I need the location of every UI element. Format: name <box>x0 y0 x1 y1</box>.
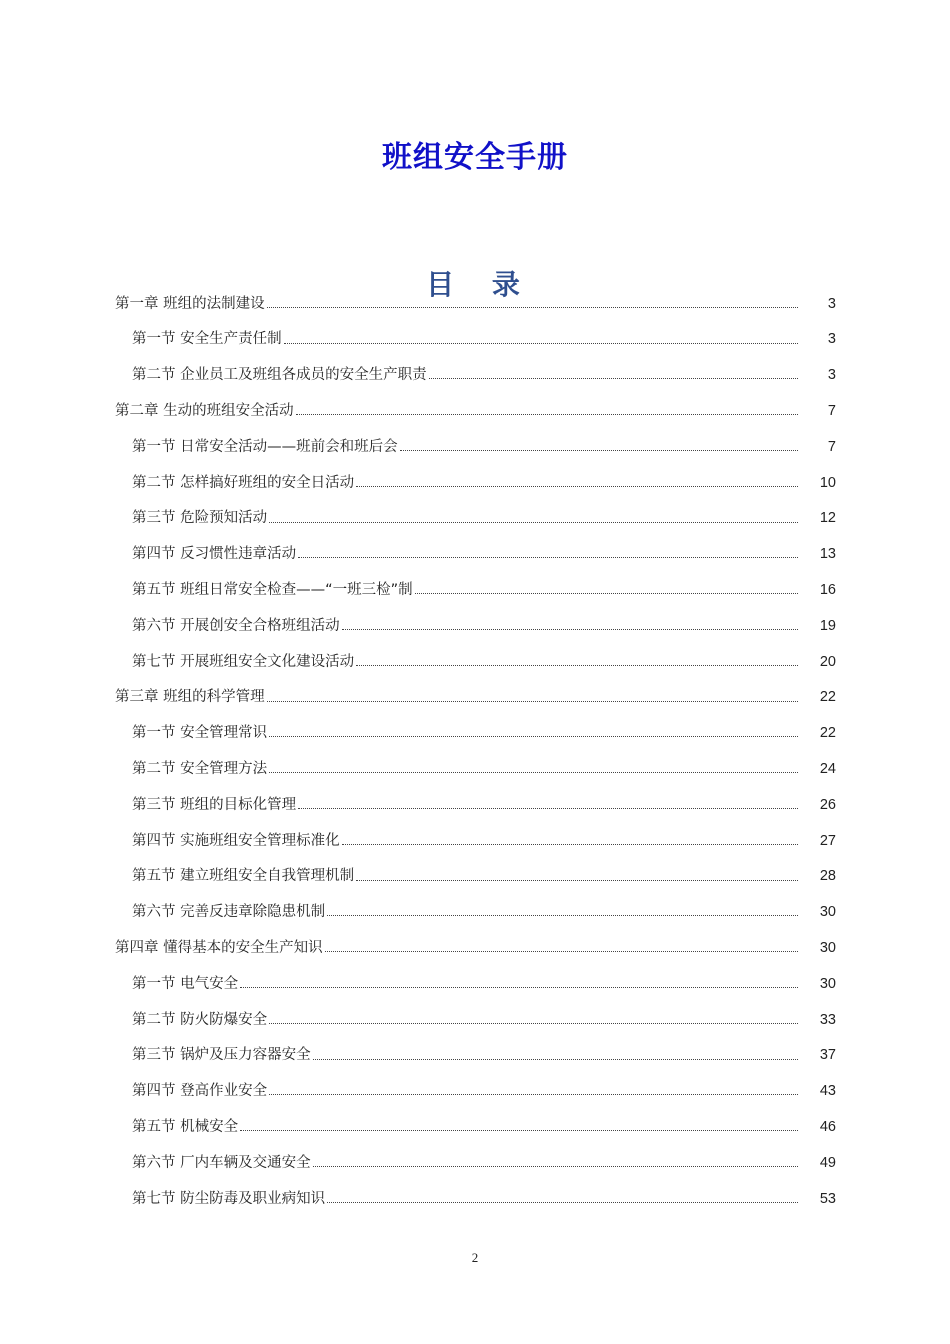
toc-entry-title: 第七节 开展班组安全文化建设活动 <box>132 653 355 670</box>
toc-entry-title: 第二章 生动的班组安全活动 <box>115 403 294 420</box>
toc-section-entry[interactable] <box>0 1109 950 1145</box>
dot-leader <box>327 914 798 916</box>
toc-section-entry[interactable] <box>0 1074 950 1110</box>
dot-leader <box>429 377 798 379</box>
dot-leader <box>342 628 798 630</box>
toc-entry-page-number: 13 <box>819 546 836 563</box>
dot-leader <box>313 1165 798 1167</box>
dot-leader <box>269 771 798 773</box>
toc-section-entry[interactable] <box>0 823 950 859</box>
dot-leader <box>269 735 798 737</box>
toc-entry-page-number: 3 <box>827 331 836 348</box>
toc-entry-title: 第三节 危险预知活动 <box>132 510 268 527</box>
toc-section-entry[interactable] <box>0 537 950 573</box>
toc-entry-page-number: 3 <box>827 295 836 312</box>
dot-leader <box>269 521 798 523</box>
toc-section-entry[interactable] <box>0 1181 950 1217</box>
toc-entry-title: 第四节 反习惯性违章活动 <box>132 546 297 563</box>
toc-entry-page-number: 30 <box>819 939 836 956</box>
dot-leader <box>240 1129 798 1131</box>
toc-entry-title: 第一节 电气安全 <box>132 975 239 992</box>
toc-entry-page-number: 7 <box>827 438 836 455</box>
dot-leader <box>313 1058 798 1060</box>
dot-leader <box>400 449 798 451</box>
toc-entry-page-number: 43 <box>819 1083 836 1100</box>
toc-entry-title: 第三节 班组的目标化管理 <box>132 796 297 813</box>
table-of-contents <box>0 286 950 1217</box>
toc-entry-title: 第四节 实施班组安全管理标准化 <box>132 832 340 849</box>
dot-leader <box>284 342 798 344</box>
toc-entry-title: 第三章 班组的科学管理 <box>115 689 265 706</box>
toc-entry-title: 第六节 开展创安全合格班组活动 <box>132 617 340 634</box>
toc-section-entry[interactable] <box>0 429 950 465</box>
toc-entry-title: 第五节 班组日常安全检查——“一班三检”制 <box>132 582 413 599</box>
dot-leader <box>415 592 798 594</box>
toc-entry-title: 第七节 防尘防毒及职业病知识 <box>132 1190 326 1207</box>
toc-entry-title: 第六节 完善反违章除隐患机制 <box>132 904 326 921</box>
toc-entry-title: 第五节 建立班组安全自我管理机制 <box>132 868 355 885</box>
toc-heading: 目 录 <box>426 268 534 302</box>
toc-chapter-entry[interactable] <box>0 680 950 716</box>
toc-section-entry[interactable] <box>0 1002 950 1038</box>
dot-leader <box>298 807 798 809</box>
toc-chapter-entry[interactable] <box>0 393 950 429</box>
toc-section-entry[interactable] <box>0 751 950 787</box>
document-title: 班组安全手册 <box>382 140 568 176</box>
toc-entry-title: 第六节 厂内车辆及交通安全 <box>132 1154 311 1171</box>
toc-section-entry[interactable] <box>0 1145 950 1181</box>
toc-chapter-entry[interactable] <box>0 286 950 322</box>
dot-leader <box>269 1022 798 1024</box>
dot-leader <box>342 843 798 845</box>
toc-entry-page-number: 22 <box>819 689 836 706</box>
toc-section-entry[interactable] <box>0 501 950 537</box>
toc-entry-page-number: 12 <box>819 510 836 527</box>
dot-leader <box>356 485 798 487</box>
toc-entry-title: 第二节 怎样搞好班组的安全日活动 <box>132 474 355 491</box>
toc-section-entry[interactable] <box>0 859 950 895</box>
toc-entry-title: 第三节 锅炉及压力容器安全 <box>132 1047 311 1064</box>
toc-section-entry[interactable] <box>0 895 950 931</box>
toc-entry-page-number: 33 <box>819 1011 836 1028</box>
dot-leader <box>267 700 798 702</box>
toc-section-entry[interactable] <box>0 787 950 823</box>
toc-entry-title: 第二节 防火防爆安全 <box>132 1011 268 1028</box>
toc-chapter-entry[interactable] <box>0 930 950 966</box>
toc-section-entry[interactable] <box>0 644 950 680</box>
toc-entry-page-number: 53 <box>819 1190 836 1207</box>
toc-entry-title: 第一章 班组的法制建设 <box>115 295 265 312</box>
toc-entry-page-number: 49 <box>819 1154 836 1171</box>
toc-entry-page-number: 26 <box>819 796 836 813</box>
toc-section-entry[interactable] <box>0 358 950 394</box>
dot-leader <box>356 879 798 881</box>
toc-section-entry[interactable] <box>0 572 950 608</box>
toc-entry-page-number: 22 <box>819 725 836 742</box>
toc-entry-title: 第一节 安全生产责任制 <box>132 331 282 348</box>
dot-leader <box>269 1093 798 1095</box>
toc-entry-title: 第四节 登高作业安全 <box>132 1083 268 1100</box>
dot-leader <box>327 1201 798 1203</box>
toc-entry-title: 第五节 机械安全 <box>132 1118 239 1135</box>
dot-leader <box>240 986 798 988</box>
toc-entry-title: 第一节 日常安全活动——班前会和班后会 <box>132 438 398 455</box>
toc-entry-title: 第四章 懂得基本的安全生产知识 <box>115 939 323 956</box>
toc-section-entry[interactable] <box>0 465 950 501</box>
toc-section-entry[interactable] <box>0 1038 950 1074</box>
toc-entry-page-number: 3 <box>827 367 836 384</box>
toc-section-entry[interactable] <box>0 716 950 752</box>
toc-entry-page-number: 20 <box>819 653 836 670</box>
dot-leader <box>267 306 798 308</box>
toc-entry-page-number: 37 <box>819 1047 836 1064</box>
toc-section-entry[interactable] <box>0 966 950 1002</box>
toc-entry-page-number: 7 <box>827 403 836 420</box>
page-number: 2 <box>471 1250 479 1265</box>
toc-entry-page-number: 24 <box>819 761 836 777</box>
dot-leader <box>356 664 798 666</box>
toc-entry-page-number: 46 <box>819 1118 836 1135</box>
toc-section-entry[interactable] <box>0 322 950 358</box>
dot-leader <box>325 950 798 952</box>
toc-entry-page-number: 28 <box>819 868 836 885</box>
toc-section-entry[interactable] <box>0 608 950 644</box>
dot-leader <box>298 556 798 558</box>
toc-entry-page-number: 16 <box>819 582 836 599</box>
toc-entry-page-number: 19 <box>819 617 836 634</box>
toc-entry-page-number: 30 <box>819 904 836 921</box>
toc-entry-title: 第一节 安全管理常识 <box>132 725 268 742</box>
toc-entry-page-number: 10 <box>819 474 836 491</box>
toc-entry-page-number: 30 <box>819 975 836 992</box>
toc-entry-title: 第二节 企业员工及班组各成员的安全生产职责 <box>132 367 427 384</box>
toc-entry-title: 第二节 安全管理方法 <box>132 761 268 777</box>
dot-leader <box>296 413 798 415</box>
toc-entry-page-number: 27 <box>819 832 836 849</box>
